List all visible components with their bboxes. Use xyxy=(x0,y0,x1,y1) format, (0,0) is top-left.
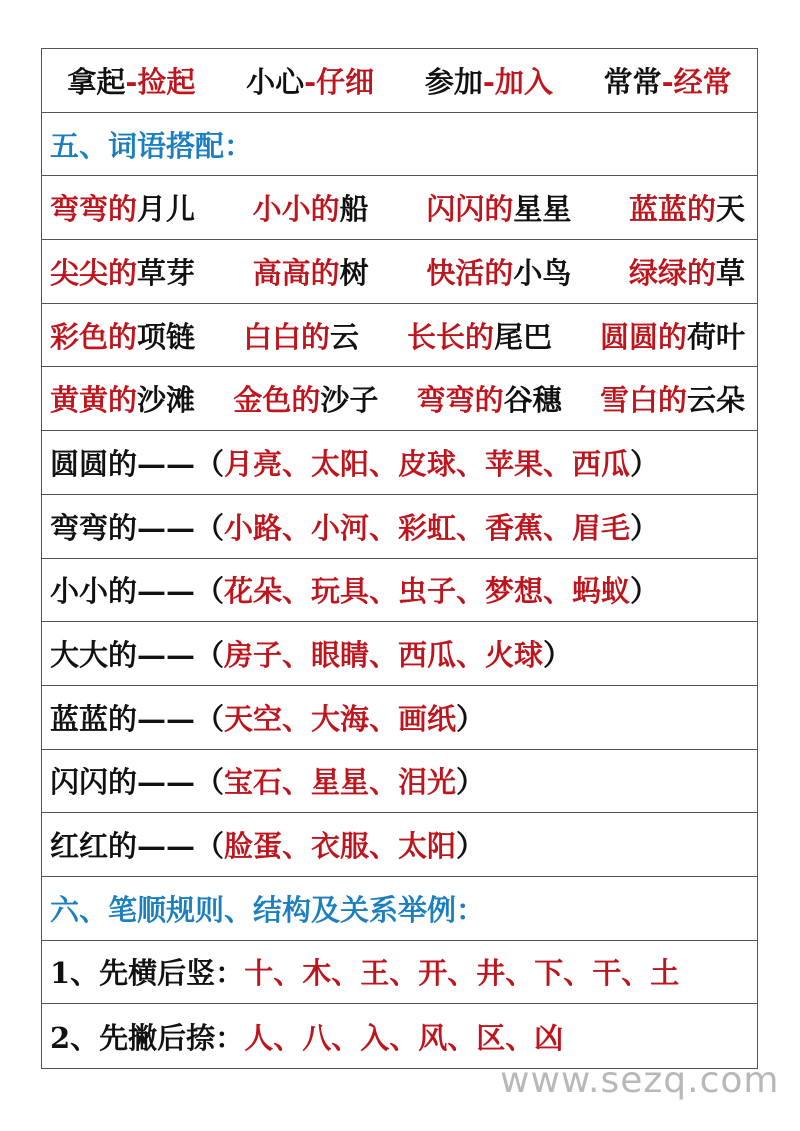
synonym-pair: 常常-经常 xyxy=(603,64,732,99)
phrase-pair: 尖尖的草芽 xyxy=(50,255,196,290)
section-5-heading-row xyxy=(42,113,757,177)
phrase-pair: 长长的尾巴 xyxy=(406,319,552,354)
phrase-pair: 弯弯的谷穗 xyxy=(416,383,562,418)
synonym-row xyxy=(42,49,757,113)
phrase-pair: 金色的沙子 xyxy=(233,383,379,418)
fill-row: 大大的——（ 房子、眼睛、西瓜、火球 ） xyxy=(42,622,757,686)
phrase-pair: 绿绿的草 xyxy=(628,255,745,290)
phrase-pair: 小小的船 xyxy=(252,192,369,227)
phrase-pair: 高高的树 xyxy=(252,255,369,290)
fill-row: 闪闪的——（ 宝石、星星、泪光 ） xyxy=(42,750,757,814)
phrase-pair: 彩色的项链 xyxy=(50,319,196,354)
worksheet-table xyxy=(41,48,758,1069)
synonym-pair: 参加-加入 xyxy=(424,64,553,99)
fill-row: 弯弯的——（ 小路、小河、彩虹、香蕉、眉毛 ） xyxy=(42,495,757,559)
synonym-pair: 拿起-捡起 xyxy=(67,64,196,99)
phrase-pair: 雪白的云朵 xyxy=(599,383,745,418)
phrase-row xyxy=(42,304,757,368)
fill-row: 圆圆的——（ 月亮、太阳、皮球、苹果、西瓜 ） xyxy=(42,431,757,495)
fill-row: 蓝蓝的——（ 天空、大海、画纸 ） xyxy=(42,686,757,750)
phrase-pair: 白白的云 xyxy=(242,319,360,354)
phrase-pair: 圆圆的荷叶 xyxy=(599,319,745,354)
phrase-row xyxy=(42,176,757,240)
phrase-pair: 快活的小鸟 xyxy=(426,255,572,290)
phrase-pair: 黄黄的沙滩 xyxy=(50,383,196,418)
section-5-title: 五、词语搭配： xyxy=(50,128,254,163)
fill-row: 红红的——（ 脸蛋、衣服、太阳 ） xyxy=(42,813,757,877)
section-6-title: 六、笔顺规则、结构及关系举例： xyxy=(50,892,486,927)
stroke-rule-row: 2、先撇后捺： 人、八、入、风、区、凶 xyxy=(50,1020,564,1055)
section-6-heading-row xyxy=(42,877,757,941)
phrase-row xyxy=(42,367,757,431)
synonym-pair: 小心-仔细 xyxy=(246,64,375,99)
phrase-pair: 闪闪的星星 xyxy=(426,192,572,227)
stroke-rule-row: 1、先横后竖： 十、木、王、开、井、下、干、土 xyxy=(42,941,757,1005)
phrase-pair: 弯弯的月儿 xyxy=(50,192,196,227)
fill-row: 小小的——（ 花朵、玩具、虫子、梦想、蚂蚁 ） xyxy=(42,559,757,623)
phrase-row xyxy=(42,240,757,304)
phrase-pair: 蓝蓝的天 xyxy=(628,192,745,227)
watermark: www.sezq.com xyxy=(500,1060,780,1101)
